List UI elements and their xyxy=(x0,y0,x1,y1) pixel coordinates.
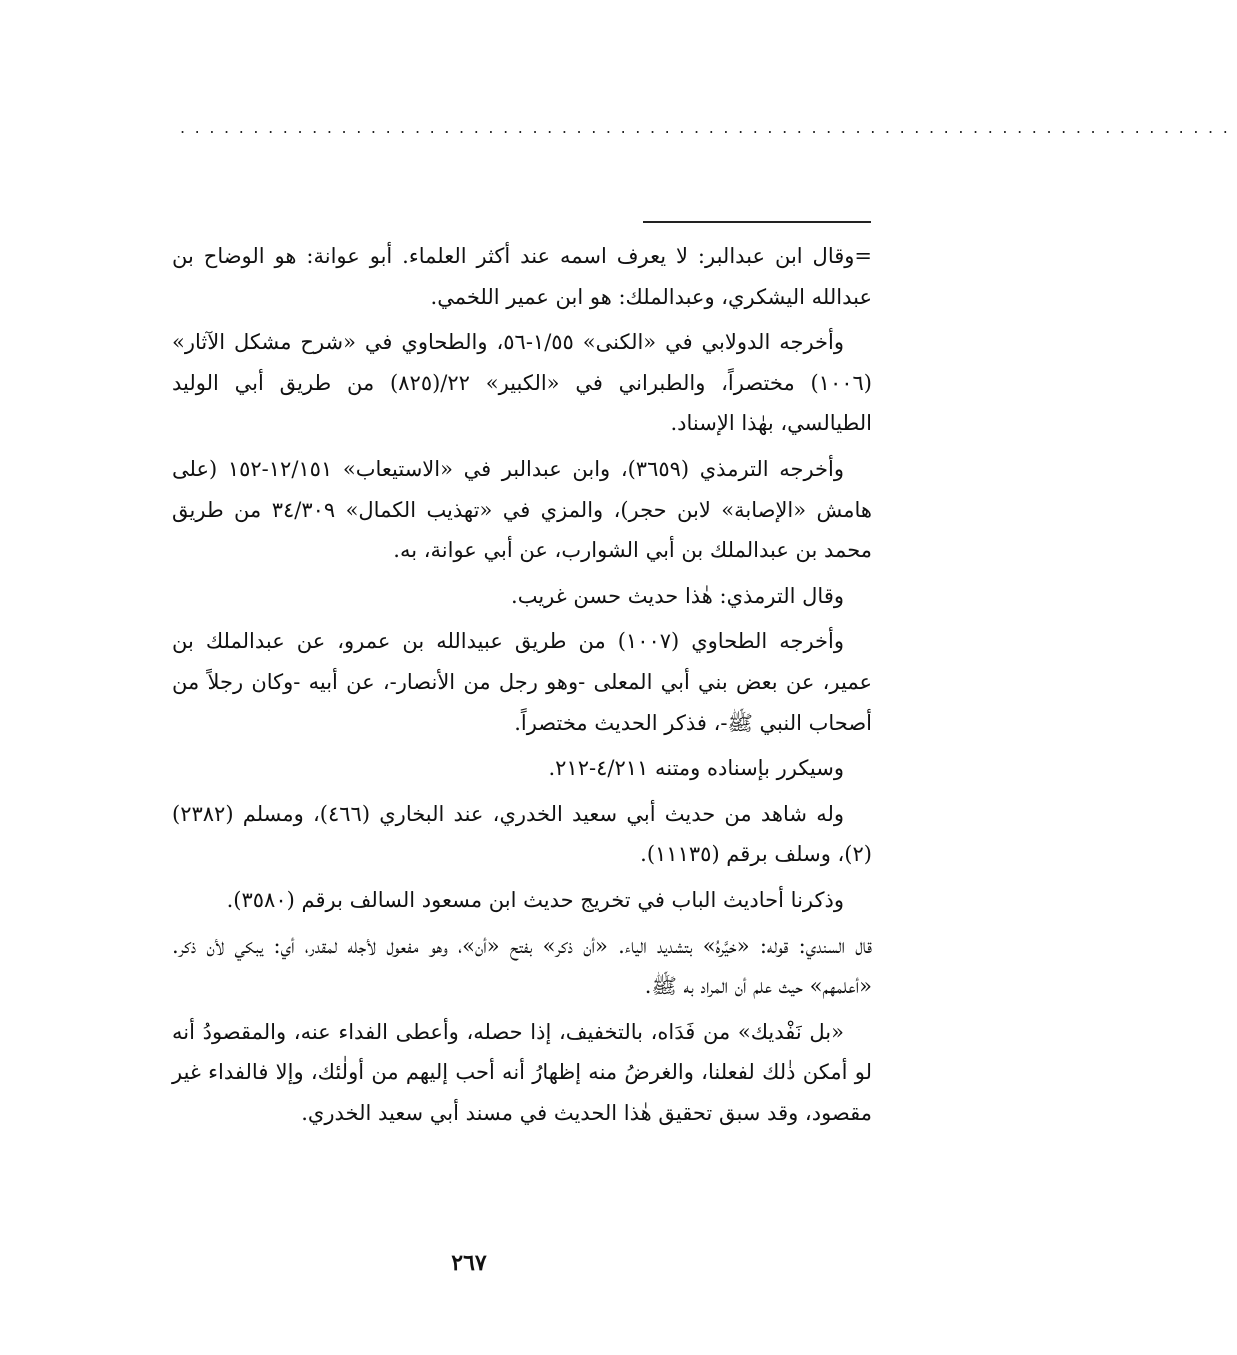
footnote-paragraph-sindi: قال السندي: قوله: «خيَّرهُ» بتشديد الياء. «أن ذكر» بفتح «أن»، وهو مفعول لأجله لمقدر، أي: يبكي لأن ذكر. «أعلمهم» حيث علم أن المراد به ﷺ. xyxy=(172,933,872,999)
page-number: ٢٦٧ xyxy=(451,1250,487,1276)
footnote-paragraph-dulabi: وأخرجه الدولابي في «الكنى» ١/٥٥-٥٦، والطحاوي في «شرح مشكل الآثار» (١٠٠٦) مختصراً، والطبراني في «الكبير» ٢٢/(٨٢٥) من طريق أبي الوليد الطيالسي، بهٰذا الإسناد. xyxy=(172,330,872,436)
footnote-paragraph-explanation: «بل نَفْديك» من فَدَاه، بالتخفيف، إذا حصله، وأعطى الفداء عنه، والمقصودُ أنه لو أمكن ذٰلك لفعلنا، والغرضُ منه إظهارُ أنه أحب إليهم من أولٰئك، وإلا فالفداء غير مقصود، وقد سبق تحقيق هٰذا الحديث في مسند أبي سعيد الخدري. xyxy=(172,1019,872,1125)
footnote-paragraph-witness: وله شاهد من حديث أبي سعيد الخدري، عند البخاري (٤٦٦)، ومسلم (٢٣٨٢) (٢)، وسلف برقم (١١١٣٥). xyxy=(172,801,872,867)
footnote-paragraph-tirmidhi-grade: وقال الترمذي: هٰذا حديث حسن غريب. xyxy=(511,583,844,608)
dotted-separator: ........................................................................ xyxy=(180,118,1237,137)
footnote-paragraph-repeat: وسيكرر بإسناده ومتنه ٤/٢١١-٢١٢. xyxy=(548,756,844,781)
footnote-paragraph-tahawi: وأخرجه الطحاوي (١٠٠٧) من طريق عبيدالله بن عمرو، عن عبدالملك بن عمير، عن بعض بني أبي المعلى -وهو رجل من الأنصار-، عن أبيه -وكان رجلاً من أصحاب النبي ﷺ-، فذكر الحديث مختصراً. xyxy=(172,629,872,735)
footnote-paragraph-continuation: =وقال ابن عبدالبر: لا يعرف اسمه عند أكثر العلماء. أبو عوانة: هو الوضاح بن عبدالله اليشكري، وعبدالملك: هو ابن عمير اللخمي. xyxy=(172,244,872,309)
footnote-paragraph-chapter-hadiths: وذكرنا أحاديث الباب في تخريج حديث ابن مسعود السالف برقم (٣٥٨٠). xyxy=(226,887,844,912)
footnotes xyxy=(172,236,872,1138)
footnote-paragraph-tirmidhi: وأخرجه الترمذي (٣٦٥٩)، وابن عبدالبر في «الاستيعاب» ١٢/١٥١-١٥٢ (على هامش «الإصابة» لابن حجر)، والمزي في «تهذيب الكمال» ٣٤/٣٠٩ من طريق محمد بن عبدالملك بن أبي الشوارب، عن أبي عوانة، به. xyxy=(172,456,872,563)
footnote-rule xyxy=(643,221,871,223)
